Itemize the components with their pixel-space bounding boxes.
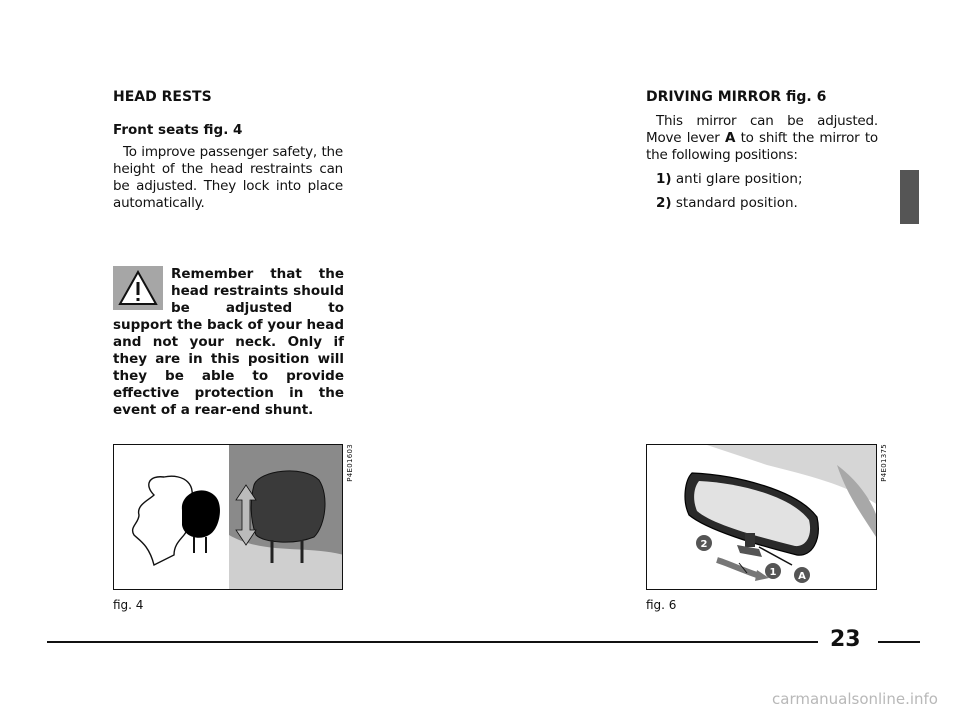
figure-head-restraint [113,444,343,590]
list-item-2: 2) standard position. [656,195,798,211]
list-item-1: 1) anti glare position; [656,171,803,187]
head-rests-paragraph: To improve passenger safety, the height of the head restraints can be adjusted. They lock into place automatically. [113,144,343,211]
fig6-label-2: 2 [700,539,708,550]
right-column [646,89,878,212]
lever-label: A [724,130,736,146]
mirror-paragraph: This mirror can be adjusted. Move lever A to shift the mirror to the following positions: [646,113,878,163]
subheading-front-seats: Front seats fig. 4 [113,122,243,138]
left-column [113,89,343,212]
figure-driving-mirror [646,444,877,590]
bottom-rule-left [47,641,818,643]
section-heading-driving-mirror: DRIVING MIRROR fig. 6 [646,89,827,105]
figure-code-4: P4E01603 [346,444,354,482]
section-heading-head-rests: HEAD RESTS [113,89,212,105]
page-number: 23 [830,627,861,652]
figure-code-6: P4E01375 [880,444,888,482]
warning-triangle-icon [113,266,163,310]
warning-box [113,266,344,419]
footer-watermark: carmanualsonline.info [772,690,938,708]
caption-fig-4: fig. 4 [113,598,144,612]
bottom-rule-right [878,641,920,643]
warning-text: Remember that the head restraints should be adjusted to support the back of your head and not your neck. Only if they are in this position will they be able to provide effective protection in the event of a rear-end shunt. [113,266,344,418]
fig6-label-a: A [798,571,806,582]
caption-fig-6: fig. 6 [646,598,677,612]
fig6-label-1: 1 [769,567,777,578]
section-tab-marker [900,170,919,224]
